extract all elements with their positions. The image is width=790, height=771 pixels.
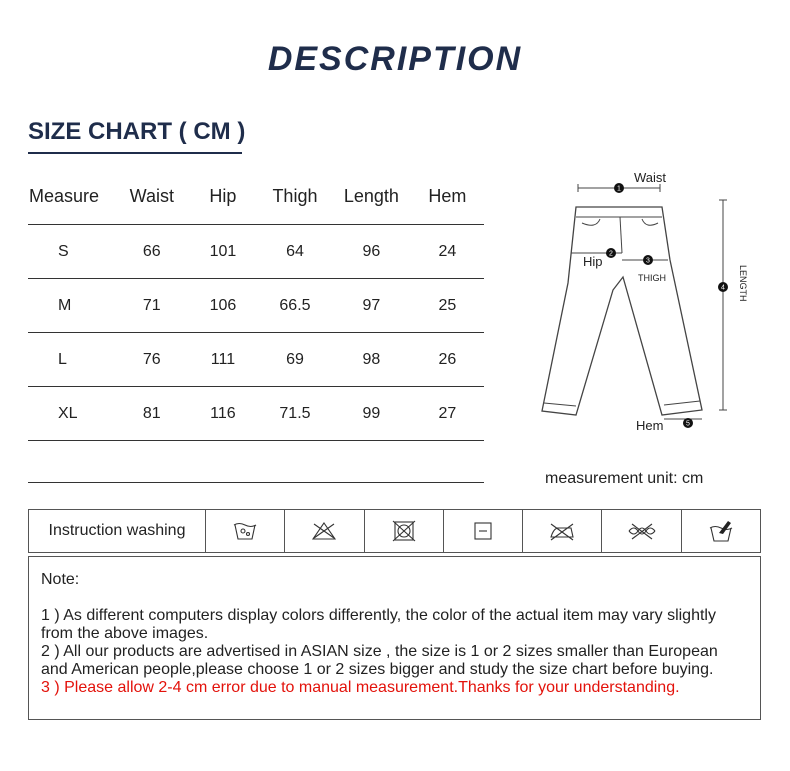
table-row — [28, 333, 484, 387]
table-row — [28, 225, 484, 279]
no-tumble-dry-icon — [365, 510, 444, 552]
header-hip: Hip — [188, 168, 258, 225]
hip-cell: 106 — [188, 279, 258, 333]
length-cell: 96 — [332, 225, 411, 279]
notes-box — [28, 556, 761, 720]
length-cell: 99 — [332, 387, 411, 441]
size-cell: L — [28, 333, 116, 387]
header-length: Length — [332, 168, 411, 225]
length-cell: 97 — [332, 279, 411, 333]
table-row — [28, 279, 484, 333]
length-label: LENGTH — [738, 265, 748, 302]
hem-cell: 25 — [411, 279, 484, 333]
table-row — [28, 387, 484, 441]
washing-instructions — [28, 509, 761, 553]
header-thigh: Thigh — [258, 168, 332, 225]
header-hem: Hem — [411, 168, 484, 225]
marker-3-label: 3 — [646, 257, 650, 265]
size-cell: S — [28, 225, 116, 279]
hip-cell: 111 — [188, 333, 258, 387]
length-cell: 98 — [332, 333, 411, 387]
waist-cell: 66 — [116, 225, 188, 279]
hand-wash-icon — [206, 510, 285, 552]
note-item: 2 ) All our products are advertised in ASIAN size , the size is 1 or 2 sizes smaller than European and American people,please choose 1 or 2 sizes bigger and study the size chart before buying. — [41, 643, 718, 678]
dry-flat-icon — [444, 510, 523, 552]
thigh-cell: 71.5 — [258, 387, 332, 441]
hem-cell: 26 — [411, 333, 484, 387]
header-waist: Waist — [116, 168, 188, 225]
hem-label: Hem — [636, 418, 664, 433]
size-chart-title: SIZE CHART ( CM ) — [28, 118, 242, 154]
size-cell: M — [28, 279, 116, 333]
note-item-warning: 3 ) Please allow 2-4 cm error due to manual measurement.Thanks for your understanding. — [41, 679, 680, 696]
no-iron-icon — [523, 510, 602, 552]
hem-cell: 27 — [411, 387, 484, 441]
header-measure: Measure — [28, 168, 116, 225]
marker-4-label: 4 — [721, 284, 725, 292]
marker-1-label: 1 — [617, 185, 621, 193]
thigh-cell: 69 — [258, 333, 332, 387]
pants-diagram — [530, 165, 770, 440]
size-cell: XL — [28, 387, 116, 441]
hip-cell: 101 — [188, 225, 258, 279]
no-wring-icon — [602, 510, 681, 552]
waist-cell: 81 — [116, 387, 188, 441]
measurement-unit: measurement unit: cm — [545, 470, 704, 487]
washing-label: Instruction washing — [29, 510, 206, 552]
waist-cell: 71 — [116, 279, 188, 333]
marker-5-label: 5 — [686, 420, 690, 428]
thigh-label: THIGH — [638, 273, 666, 283]
hem-cell: 24 — [411, 225, 484, 279]
no-bleach-icon — [285, 510, 364, 552]
thigh-cell: 66.5 — [258, 279, 332, 333]
waist-label: Waist — [634, 170, 667, 185]
note-item: 1 ) As different computers display colors differently, the color of the actual item may vary slightly from the above images. — [41, 607, 716, 642]
hip-cell: 116 — [188, 387, 258, 441]
hip-label: Hip — [583, 254, 603, 269]
waist-cell: 76 — [116, 333, 188, 387]
thigh-cell: 64 — [258, 225, 332, 279]
hand-wash-bucket-icon — [682, 510, 760, 552]
page-title: DESCRIPTION — [267, 40, 523, 78]
table-header-row — [28, 168, 484, 225]
notes-title: Note: — [41, 571, 80, 588]
pants-outline-icon — [542, 207, 702, 415]
marker-2-label: 2 — [609, 250, 613, 258]
table-divider — [28, 482, 484, 483]
size-table — [28, 168, 484, 441]
